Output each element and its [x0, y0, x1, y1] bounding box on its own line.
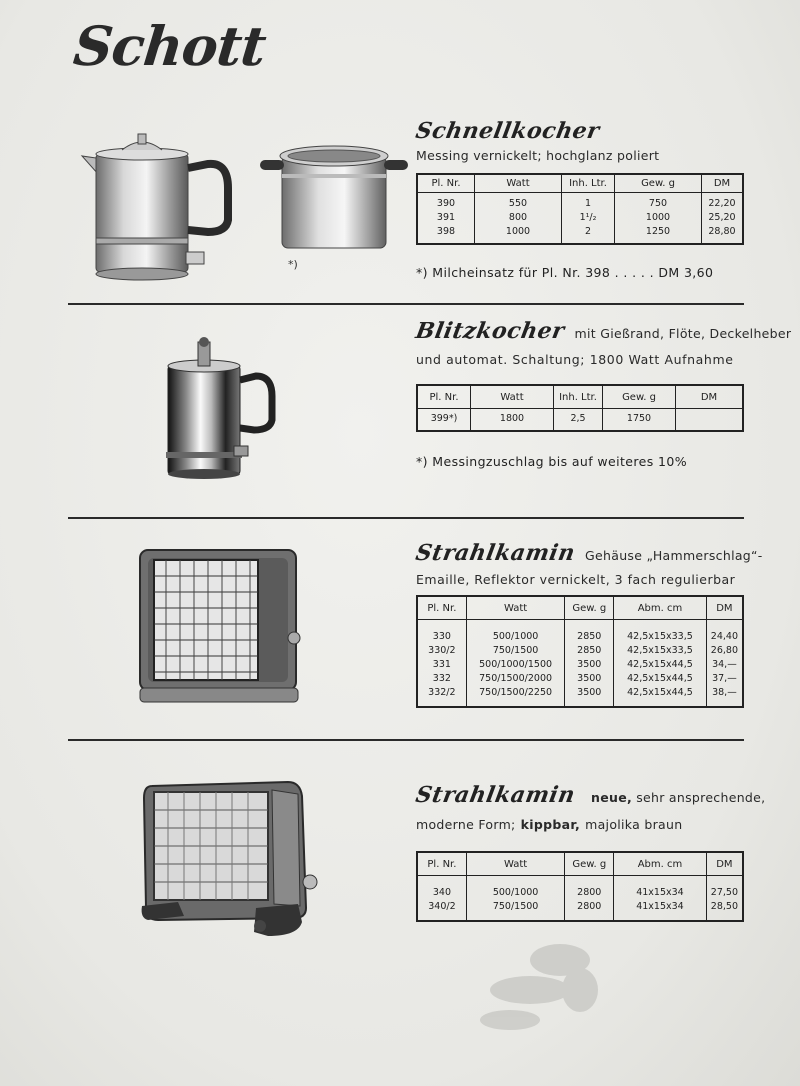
footnote-messingzuschlag: *) Messingzuschlag bis auf weiteres 10%: [416, 453, 688, 469]
col-dm: DM: [676, 385, 744, 409]
section-title: Blitzkocher: [413, 318, 567, 344]
table-row: [417, 409, 743, 431]
cell: 500/1000/1500: [466, 658, 565, 672]
cell: 750: [615, 193, 702, 212]
cell: 3500: [565, 658, 614, 672]
cell: 550: [475, 193, 562, 212]
cell: 42,5x15x44,5: [614, 672, 707, 686]
cell: 390: [417, 193, 475, 212]
cell: 41x15x34: [614, 876, 707, 901]
table-row: [417, 900, 743, 921]
cell: 750/1500: [466, 900, 565, 921]
cell: 500/1000: [466, 620, 565, 645]
print-blemish: [470, 930, 630, 1040]
col-watt: Watt: [475, 174, 562, 193]
cell: 26,80: [706, 644, 743, 658]
cell: 2,5: [554, 409, 603, 431]
col-pl-nr: Pl. Nr.: [417, 174, 475, 193]
cell: 750/1500/2250: [466, 686, 565, 707]
cell: 332: [417, 672, 466, 686]
cell: 330: [417, 620, 466, 645]
cell: 2: [562, 225, 615, 244]
table-row: [417, 658, 743, 672]
cell: 1¹/₂: [562, 211, 615, 225]
cell: 34,—: [706, 658, 743, 672]
cell: 38,—: [706, 686, 743, 707]
cell: 750/1500/2000: [466, 672, 565, 686]
section-strahlkamin-1: [413, 540, 763, 708]
brand-logo: Schott: [70, 14, 269, 78]
cell: 42,5x15x44,5: [614, 686, 707, 707]
cell: 1250: [615, 225, 702, 244]
section-description-1: Gehäuse „Hammerschlag“-: [585, 548, 763, 563]
table-row: [417, 686, 743, 707]
cell: 340: [417, 876, 466, 901]
cell: 24,40: [706, 620, 743, 645]
col-pl-nr: Pl. Nr.: [417, 596, 466, 620]
image-footnote-mark: *): [288, 258, 298, 271]
section-description-2: und automat. Schaltung; 1800 Watt Aufnahme: [416, 352, 734, 367]
section-description: Messing vernickelt; hochglanz poliert: [416, 148, 660, 163]
table-row: [417, 225, 743, 244]
radiant-heater-illustration: [136, 546, 306, 712]
col-watt: Watt: [471, 385, 554, 409]
cell: 28,80: [702, 225, 744, 244]
col-gew: Gew. g: [565, 596, 614, 620]
footnote-milcheinsatz: *) Milcheinsatz für Pl. Nr. 398 . . . . . DM 3,60: [416, 265, 714, 280]
section-title: Strahlkamin: [413, 782, 578, 808]
section-blitzkocher: [413, 318, 792, 469]
divider: [68, 303, 744, 305]
cell: 41x15x34: [614, 900, 707, 921]
cell: 1800: [471, 409, 554, 431]
spec-table-strahlkamin-1: [416, 595, 744, 708]
cell: 1750: [603, 409, 676, 431]
col-watt: Watt: [466, 596, 565, 620]
cell: 398: [417, 225, 475, 244]
section-description-2b: majolika braun: [585, 817, 683, 832]
cell: 27,50: [706, 876, 743, 901]
cell: 750/1500: [466, 644, 565, 658]
cell: 37,—: [706, 672, 743, 686]
section-description-1: sehr ansprechende,: [636, 790, 766, 805]
spec-table-strahlkamin-2: [416, 851, 744, 922]
col-abm: Abm. cm: [614, 596, 707, 620]
cell: 25,20: [702, 211, 744, 225]
section-description-2: Emaille, Reflektor vernickelt, 3 fach regulierbar: [416, 572, 736, 587]
col-gew: Gew. g: [615, 174, 702, 193]
cell: 1000: [475, 225, 562, 244]
cell: 2850: [565, 644, 614, 658]
cell: 2850: [565, 620, 614, 645]
section-description-2a: moderne Form;: [416, 817, 516, 832]
section-title: Strahlkamin: [413, 540, 578, 566]
spec-table-schnellkocher: [416, 173, 744, 245]
cell: 330/2: [417, 644, 466, 658]
col-watt: Watt: [466, 852, 565, 876]
table-row: [417, 672, 743, 686]
col-dm: DM: [706, 596, 743, 620]
col-pl-nr: Pl. Nr.: [417, 385, 471, 409]
cell: 391: [417, 211, 475, 225]
table-row: [417, 620, 743, 645]
cell: 28,50: [706, 900, 743, 921]
blitzkocher-illustration: [158, 336, 280, 482]
section-title: Schnellkocher: [413, 118, 602, 144]
bold-neue: neue,: [591, 790, 633, 805]
cell: 331: [417, 658, 466, 672]
cell: 800: [475, 211, 562, 225]
col-pl-nr: Pl. Nr.: [417, 852, 466, 876]
col-abm: Abm. cm: [614, 852, 707, 876]
cell: 22,20: [702, 193, 744, 212]
col-inh: Inh. Ltr.: [554, 385, 603, 409]
col-inh: Inh. Ltr.: [562, 174, 615, 193]
tilting-heater-illustration: [138, 776, 322, 946]
divider: [68, 517, 744, 519]
pot-illustration: [258, 140, 410, 260]
col-dm: DM: [702, 174, 744, 193]
col-gew: Gew. g: [603, 385, 676, 409]
cell: 2800: [565, 900, 614, 921]
section-description-1: mit Gießrand, Flöte, Deckelheber: [574, 326, 792, 341]
col-dm: DM: [706, 852, 743, 876]
bold-kippbar: kippbar,: [520, 817, 581, 832]
divider: [68, 739, 744, 741]
cell: 1: [562, 193, 615, 212]
cell: 3500: [565, 672, 614, 686]
cell: 1000: [615, 211, 702, 225]
cell: 42,5x15x44,5: [614, 658, 707, 672]
table-row: [417, 644, 743, 658]
cell: 500/1000: [466, 876, 565, 901]
cell: 42,5x15x33,5: [614, 620, 707, 645]
cell: 2800: [565, 876, 614, 901]
cell: 3500: [565, 686, 614, 707]
table-row: [417, 211, 743, 225]
section-strahlkamin-2: [413, 782, 766, 922]
spec-table-blitzkocher: [416, 384, 744, 432]
section-schnellkocher: [413, 118, 746, 280]
table-row: [417, 193, 743, 212]
kettle-illustration: [78, 128, 238, 293]
cell: 332/2: [417, 686, 466, 707]
cell: 42,5x15x33,5: [614, 644, 707, 658]
cell: 340/2: [417, 900, 466, 921]
cell: [676, 409, 744, 431]
col-gew: Gew. g: [565, 852, 614, 876]
cell: 399*): [417, 409, 471, 431]
table-row: [417, 876, 743, 901]
